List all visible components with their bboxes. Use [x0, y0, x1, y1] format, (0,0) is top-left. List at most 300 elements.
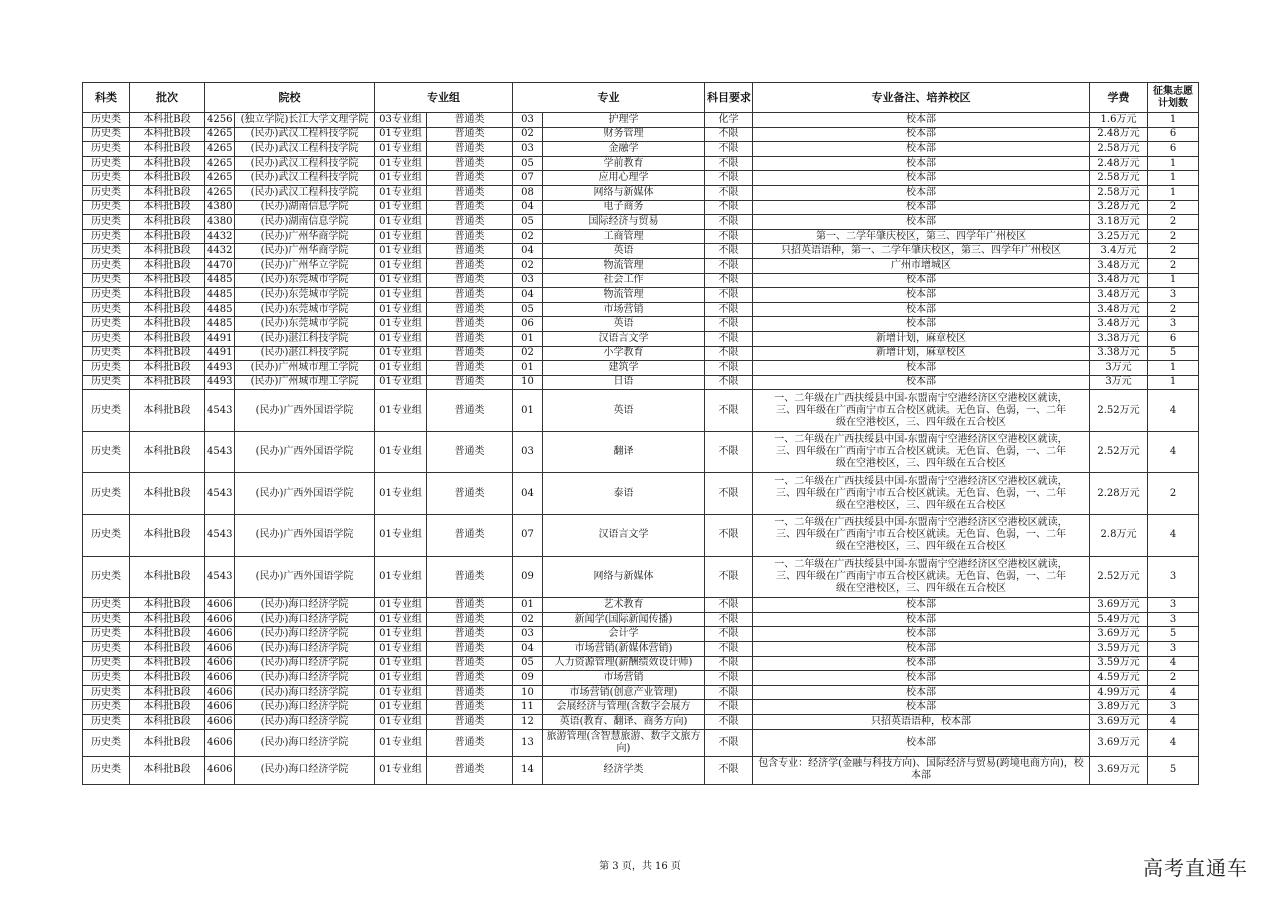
cell-category: 历史类	[83, 156, 130, 171]
cell-tuition: 2.52万元	[1090, 390, 1148, 432]
cell-category: 历史类	[83, 656, 130, 671]
cell-school-name: (民办)广州城市理工学院	[235, 375, 375, 390]
cell-tuition: 3.48万元	[1090, 302, 1148, 317]
cell-group: 01专业组	[375, 273, 427, 288]
cell-notes: 第一、二学年肇庆校区，第三、四学年广州校区	[753, 229, 1090, 244]
cell-major-code: 14	[513, 757, 543, 785]
cell-notes: 一、二年级在广西扶绥县中国-东盟南宁空港经济区空港校区就读， 三、四年级在广西南宁市五合校区就读。无色盲、色弱，一、二年 级在空港校区，三、四年级在五合校区	[753, 390, 1090, 432]
cell-notes: 一、二年级在广西扶绥县中国-东盟南宁空港经济区空港校区就读， 三、四年级在广西南宁市五合校区就读。无色盲、色弱，一、二年 级在空港校区，三、四年级在五合校区	[753, 473, 1090, 515]
cell-batch: 本科批B段	[130, 215, 205, 230]
cell-tuition: 3.59万元	[1090, 656, 1148, 671]
cell-category: 历史类	[83, 302, 130, 317]
header-school: 院校	[205, 83, 375, 113]
watermark-logo: 高考直通车	[1143, 856, 1248, 880]
cell-major-code: 02	[513, 258, 543, 273]
cell-category: 历史类	[83, 273, 130, 288]
cell-group-type: 普通类	[427, 200, 513, 215]
cell-major-name: 应用心理学	[543, 171, 705, 186]
table-row	[83, 346, 1199, 361]
cell-group-type: 普通类	[427, 598, 513, 613]
cell-major-code: 09	[513, 671, 543, 686]
admission-table-sheet	[82, 82, 1198, 785]
cell-major-name: 学前教育	[543, 156, 705, 171]
cell-subject-requirement: 不限	[705, 685, 753, 700]
cell-school-code: 4491	[205, 331, 235, 346]
table-row	[83, 302, 1199, 317]
cell-school-name: (民办)广州华商学院	[235, 229, 375, 244]
cell-school-code: 4606	[205, 729, 235, 757]
cell-plan-count: 2	[1148, 473, 1199, 515]
cell-group-type: 普通类	[427, 273, 513, 288]
cell-plan-count: 2	[1148, 244, 1199, 259]
cell-group-type: 普通类	[427, 317, 513, 332]
cell-subject-requirement: 化学	[705, 113, 753, 128]
table-row	[83, 331, 1199, 346]
cell-subject-requirement: 不限	[705, 473, 753, 515]
cell-plan-count: 4	[1148, 431, 1199, 473]
cell-school-code: 4265	[205, 171, 235, 186]
cell-group: 01专业组	[375, 685, 427, 700]
cell-major-name: 护理学	[543, 113, 705, 128]
cell-major-code: 01	[513, 331, 543, 346]
cell-major-code: 02	[513, 229, 543, 244]
cell-batch: 本科批B段	[130, 375, 205, 390]
table-body	[83, 113, 1199, 785]
cell-group-type: 普通类	[427, 288, 513, 303]
cell-batch: 本科批B段	[130, 656, 205, 671]
cell-school-name: (民办)东莞城市学院	[235, 273, 375, 288]
cell-major-name: 旅游管理(含智慧旅游、数字文旅方向)	[543, 729, 705, 757]
cell-category: 历史类	[83, 473, 130, 515]
cell-group-type: 普通类	[427, 142, 513, 157]
cell-batch: 本科批B段	[130, 142, 205, 157]
cell-school-name: (民办)海口经济学院	[235, 685, 375, 700]
cell-tuition: 3.69万元	[1090, 627, 1148, 642]
cell-school-code: 4543	[205, 431, 235, 473]
cell-major-name: 财务管理	[543, 127, 705, 142]
cell-group-type: 普通类	[427, 375, 513, 390]
cell-group: 01专业组	[375, 556, 427, 598]
cell-plan-count: 1	[1148, 273, 1199, 288]
cell-notes: 校本部	[753, 685, 1090, 700]
cell-major-code: 10	[513, 375, 543, 390]
cell-subject-requirement: 不限	[705, 302, 753, 317]
cell-group: 01专业组	[375, 515, 427, 557]
cell-major-name: 英语	[543, 244, 705, 259]
cell-school-code: 4485	[205, 273, 235, 288]
cell-plan-count: 3	[1148, 556, 1199, 598]
cell-major-code: 03	[513, 431, 543, 473]
cell-group-type: 普通类	[427, 331, 513, 346]
cell-group-type: 普通类	[427, 346, 513, 361]
cell-major-name: 工商管理	[543, 229, 705, 244]
table-row	[83, 215, 1199, 230]
cell-notes: 校本部	[753, 215, 1090, 230]
cell-school-code: 4543	[205, 556, 235, 598]
cell-school-name: (民办)湖南信息学院	[235, 200, 375, 215]
cell-group-type: 普通类	[427, 627, 513, 642]
cell-plan-count: 3	[1148, 700, 1199, 715]
cell-batch: 本科批B段	[130, 715, 205, 730]
cell-category: 历史类	[83, 185, 130, 200]
cell-major-code: 09	[513, 556, 543, 598]
cell-plan-count: 5	[1148, 757, 1199, 785]
cell-plan-count: 4	[1148, 656, 1199, 671]
cell-group-type: 普通类	[427, 244, 513, 259]
cell-subject-requirement: 不限	[705, 200, 753, 215]
cell-category: 历史类	[83, 346, 130, 361]
cell-major-name: 市场营销(新媒体营销)	[543, 642, 705, 657]
cell-batch: 本科批B段	[130, 627, 205, 642]
cell-major-code: 02	[513, 612, 543, 627]
cell-tuition: 3.48万元	[1090, 258, 1148, 273]
cell-subject-requirement: 不限	[705, 273, 753, 288]
cell-tuition: 2.52万元	[1090, 556, 1148, 598]
cell-tuition: 3.28万元	[1090, 200, 1148, 215]
cell-category: 历史类	[83, 390, 130, 432]
cell-major-name: 会展经济与管理(含数字会展方	[543, 700, 705, 715]
cell-group-type: 普通类	[427, 685, 513, 700]
cell-major-code: 03	[513, 142, 543, 157]
cell-tuition: 2.28万元	[1090, 473, 1148, 515]
cell-school-name: (独立学院)长江大学文理学院	[235, 113, 375, 128]
cell-tuition: 3.69万元	[1090, 729, 1148, 757]
cell-tuition: 2.58万元	[1090, 171, 1148, 186]
table-row	[83, 127, 1199, 142]
cell-plan-count: 2	[1148, 215, 1199, 230]
cell-plan-count: 1	[1148, 171, 1199, 186]
cell-notes: 新增计划，麻章校区	[753, 331, 1090, 346]
cell-school-name: (民办)广州华立学院	[235, 258, 375, 273]
cell-school-name: (民办)海口经济学院	[235, 627, 375, 642]
cell-category: 历史类	[83, 715, 130, 730]
cell-group-type: 普通类	[427, 229, 513, 244]
cell-subject-requirement: 不限	[705, 127, 753, 142]
cell-major-code: 05	[513, 215, 543, 230]
cell-plan-count: 3	[1148, 288, 1199, 303]
cell-batch: 本科批B段	[130, 331, 205, 346]
cell-tuition: 3.38万元	[1090, 331, 1148, 346]
cell-batch: 本科批B段	[130, 185, 205, 200]
cell-major-name: 翻译	[543, 431, 705, 473]
cell-tuition: 4.59万元	[1090, 671, 1148, 686]
cell-notes: 校本部	[753, 656, 1090, 671]
cell-major-code: 07	[513, 515, 543, 557]
cell-group: 01专业组	[375, 156, 427, 171]
cell-group: 01专业组	[375, 700, 427, 715]
table-row	[83, 375, 1199, 390]
table-row	[83, 757, 1199, 785]
cell-school-name: (民办)海口经济学院	[235, 729, 375, 757]
cell-notes: 校本部	[753, 375, 1090, 390]
cell-batch: 本科批B段	[130, 317, 205, 332]
cell-group: 01专业组	[375, 331, 427, 346]
table-row	[83, 200, 1199, 215]
cell-category: 历史类	[83, 700, 130, 715]
cell-school-name: (民办)广西外国语学院	[235, 556, 375, 598]
cell-school-code: 4432	[205, 244, 235, 259]
cell-subject-requirement: 不限	[705, 375, 753, 390]
cell-group: 01专业组	[375, 671, 427, 686]
cell-school-name: (民办)广州城市理工学院	[235, 361, 375, 376]
cell-subject-requirement: 不限	[705, 229, 753, 244]
cell-plan-count: 1	[1148, 185, 1199, 200]
cell-major-code: 05	[513, 156, 543, 171]
cell-batch: 本科批B段	[130, 757, 205, 785]
cell-school-name: (民办)广西外国语学院	[235, 390, 375, 432]
cell-plan-count: 5	[1148, 627, 1199, 642]
cell-plan-count: 4	[1148, 515, 1199, 557]
cell-group-type: 普通类	[427, 515, 513, 557]
cell-category: 历史类	[83, 729, 130, 757]
cell-school-name: (民办)海口经济学院	[235, 715, 375, 730]
cell-batch: 本科批B段	[130, 302, 205, 317]
cell-major-code: 10	[513, 685, 543, 700]
cell-major-code: 04	[513, 200, 543, 215]
cell-group: 01专业组	[375, 244, 427, 259]
cell-batch: 本科批B段	[130, 229, 205, 244]
cell-plan-count: 3	[1148, 612, 1199, 627]
cell-category: 历史类	[83, 113, 130, 128]
cell-tuition: 2.48万元	[1090, 127, 1148, 142]
cell-school-code: 4485	[205, 302, 235, 317]
cell-notes: 校本部	[753, 671, 1090, 686]
cell-batch: 本科批B段	[130, 273, 205, 288]
cell-notes: 校本部	[753, 185, 1090, 200]
cell-batch: 本科批B段	[130, 431, 205, 473]
cell-school-code: 4606	[205, 757, 235, 785]
cell-category: 历史类	[83, 229, 130, 244]
cell-notes: 只招英语语种，校本部	[753, 715, 1090, 730]
cell-school-code: 4493	[205, 361, 235, 376]
cell-batch: 本科批B段	[130, 729, 205, 757]
table-row	[83, 156, 1199, 171]
cell-category: 历史类	[83, 331, 130, 346]
cell-notes: 校本部	[753, 302, 1090, 317]
cell-notes: 一、二年级在广西扶绥县中国-东盟南宁空港经济区空港校区就读， 三、四年级在广西南宁市五合校区就读。无色盲、色弱，一、二年 级在空港校区，三、四年级在五合校区	[753, 431, 1090, 473]
page-footer: 第 3 页，共 16 页	[599, 861, 681, 872]
cell-category: 历史类	[83, 627, 130, 642]
cell-major-code: 02	[513, 127, 543, 142]
cell-subject-requirement: 不限	[705, 627, 753, 642]
cell-school-code: 4606	[205, 685, 235, 700]
cell-school-code: 4543	[205, 515, 235, 557]
header-major: 专业	[513, 83, 705, 113]
cell-group-type: 普通类	[427, 656, 513, 671]
cell-plan-count: 2	[1148, 200, 1199, 215]
cell-major-code: 06	[513, 317, 543, 332]
cell-subject-requirement: 不限	[705, 556, 753, 598]
cell-major-code: 11	[513, 700, 543, 715]
cell-subject-requirement: 不限	[705, 215, 753, 230]
cell-plan-count: 2	[1148, 258, 1199, 273]
cell-group: 01专业组	[375, 757, 427, 785]
cell-subject-requirement: 不限	[705, 258, 753, 273]
cell-batch: 本科批B段	[130, 258, 205, 273]
cell-tuition: 3.48万元	[1090, 288, 1148, 303]
cell-major-name: 日语	[543, 375, 705, 390]
cell-major-name: 电子商务	[543, 200, 705, 215]
cell-school-code: 4606	[205, 612, 235, 627]
cell-school-name: (民办)湖南信息学院	[235, 215, 375, 230]
cell-group-type: 普通类	[427, 715, 513, 730]
cell-group: 01专业组	[375, 729, 427, 757]
cell-group-type: 普通类	[427, 431, 513, 473]
cell-tuition: 3.69万元	[1090, 715, 1148, 730]
cell-batch: 本科批B段	[130, 612, 205, 627]
cell-group-type: 普通类	[427, 127, 513, 142]
cell-tuition: 2.52万元	[1090, 431, 1148, 473]
cell-tuition: 3万元	[1090, 361, 1148, 376]
cell-major-name: 英语(教育、翻译、商务方向)	[543, 715, 705, 730]
cell-category: 历史类	[83, 556, 130, 598]
table-row	[83, 185, 1199, 200]
cell-notes: 校本部	[753, 113, 1090, 128]
cell-tuition: 3.89万元	[1090, 700, 1148, 715]
table-row	[83, 361, 1199, 376]
cell-plan-count: 4	[1148, 715, 1199, 730]
cell-major-name: 物流管理	[543, 288, 705, 303]
cell-group: 01专业组	[375, 346, 427, 361]
cell-major-code: 05	[513, 302, 543, 317]
cell-notes: 新增计划，麻章校区	[753, 346, 1090, 361]
cell-category: 历史类	[83, 171, 130, 186]
cell-batch: 本科批B段	[130, 200, 205, 215]
cell-major-name: 市场营销	[543, 302, 705, 317]
cell-category: 历史类	[83, 258, 130, 273]
table-row	[83, 700, 1199, 715]
cell-batch: 本科批B段	[130, 171, 205, 186]
cell-major-name: 汉语言文学	[543, 331, 705, 346]
table-row	[83, 627, 1199, 642]
table-row	[83, 171, 1199, 186]
table-row	[83, 729, 1199, 757]
table-row	[83, 612, 1199, 627]
cell-subject-requirement: 不限	[705, 185, 753, 200]
cell-category: 历史类	[83, 642, 130, 657]
cell-category: 历史类	[83, 142, 130, 157]
cell-notes: 校本部	[753, 317, 1090, 332]
cell-school-name: (民办)武汉工程科技学院	[235, 142, 375, 157]
cell-major-name: 小学教育	[543, 346, 705, 361]
cell-major-code: 05	[513, 656, 543, 671]
cell-group: 01专业组	[375, 473, 427, 515]
admission-table	[82, 82, 1199, 785]
cell-subject-requirement: 不限	[705, 317, 753, 332]
cell-school-code: 4493	[205, 375, 235, 390]
table-row	[83, 671, 1199, 686]
cell-group-type: 普通类	[427, 171, 513, 186]
cell-subject-requirement: 不限	[705, 361, 753, 376]
cell-category: 历史类	[83, 127, 130, 142]
cell-plan-count: 3	[1148, 317, 1199, 332]
cell-school-name: (民办)海口经济学院	[235, 612, 375, 627]
cell-school-code: 4265	[205, 156, 235, 171]
cell-major-name: 新闻学(国际新闻传播)	[543, 612, 705, 627]
cell-subject-requirement: 不限	[705, 288, 753, 303]
cell-major-name: 英语	[543, 390, 705, 432]
cell-category: 历史类	[83, 598, 130, 613]
cell-major-name: 市场营销(创意产业管理)	[543, 685, 705, 700]
cell-category: 历史类	[83, 757, 130, 785]
cell-group-type: 普通类	[427, 185, 513, 200]
cell-batch: 本科批B段	[130, 685, 205, 700]
cell-plan-count: 1	[1148, 375, 1199, 390]
cell-major-name: 会计学	[543, 627, 705, 642]
cell-category: 历史类	[83, 215, 130, 230]
cell-school-name: (民办)广西外国语学院	[235, 515, 375, 557]
cell-school-code: 4265	[205, 185, 235, 200]
cell-school-code: 4256	[205, 113, 235, 128]
cell-school-name: (民办)湛江科技学院	[235, 346, 375, 361]
cell-subject-requirement: 不限	[705, 598, 753, 613]
table-row	[83, 431, 1199, 473]
table-row	[83, 390, 1199, 432]
cell-group: 01专业组	[375, 200, 427, 215]
cell-group-type: 普通类	[427, 729, 513, 757]
cell-tuition: 3.48万元	[1090, 317, 1148, 332]
cell-tuition: 3万元	[1090, 375, 1148, 390]
cell-category: 历史类	[83, 361, 130, 376]
cell-school-name: (民办)海口经济学院	[235, 656, 375, 671]
cell-plan-count: 4	[1148, 390, 1199, 432]
cell-school-code: 4606	[205, 715, 235, 730]
table-row	[83, 113, 1199, 128]
cell-tuition: 3.69万元	[1090, 757, 1148, 785]
cell-school-name: (民办)海口经济学院	[235, 598, 375, 613]
cell-school-name: (民办)武汉工程科技学院	[235, 171, 375, 186]
cell-major-name: 社会工作	[543, 273, 705, 288]
cell-school-code: 4606	[205, 642, 235, 657]
cell-subject-requirement: 不限	[705, 729, 753, 757]
cell-notes: 校本部	[753, 142, 1090, 157]
cell-major-name: 金融学	[543, 142, 705, 157]
cell-category: 历史类	[83, 317, 130, 332]
cell-group-type: 普通类	[427, 302, 513, 317]
cell-school-code: 4543	[205, 390, 235, 432]
cell-major-code: 03	[513, 113, 543, 128]
cell-subject-requirement: 不限	[705, 700, 753, 715]
cell-group-type: 普通类	[427, 642, 513, 657]
cell-school-code: 4606	[205, 671, 235, 686]
cell-major-code: 07	[513, 171, 543, 186]
table-row	[83, 642, 1199, 657]
cell-group: 01专业组	[375, 642, 427, 657]
cell-major-name: 国际经济与贸易	[543, 215, 705, 230]
cell-category: 历史类	[83, 200, 130, 215]
cell-group: 01专业组	[375, 656, 427, 671]
header-plan-count: 征集志愿计划数	[1148, 83, 1199, 113]
cell-batch: 本科批B段	[130, 642, 205, 657]
cell-notes: 校本部	[753, 700, 1090, 715]
cell-school-code: 4380	[205, 215, 235, 230]
cell-major-name: 汉语言文学	[543, 515, 705, 557]
cell-subject-requirement: 不限	[705, 612, 753, 627]
cell-school-name: (民办)东莞城市学院	[235, 317, 375, 332]
cell-group-type: 普通类	[427, 757, 513, 785]
table-row	[83, 142, 1199, 157]
cell-group-type: 普通类	[427, 215, 513, 230]
cell-group: 01专业组	[375, 390, 427, 432]
cell-category: 历史类	[83, 244, 130, 259]
cell-batch: 本科批B段	[130, 244, 205, 259]
cell-group: 01专业组	[375, 627, 427, 642]
table-row	[83, 515, 1199, 557]
cell-major-name: 经济学类	[543, 757, 705, 785]
cell-major-code: 04	[513, 473, 543, 515]
cell-major-name: 艺术教育	[543, 598, 705, 613]
cell-school-code: 4606	[205, 598, 235, 613]
